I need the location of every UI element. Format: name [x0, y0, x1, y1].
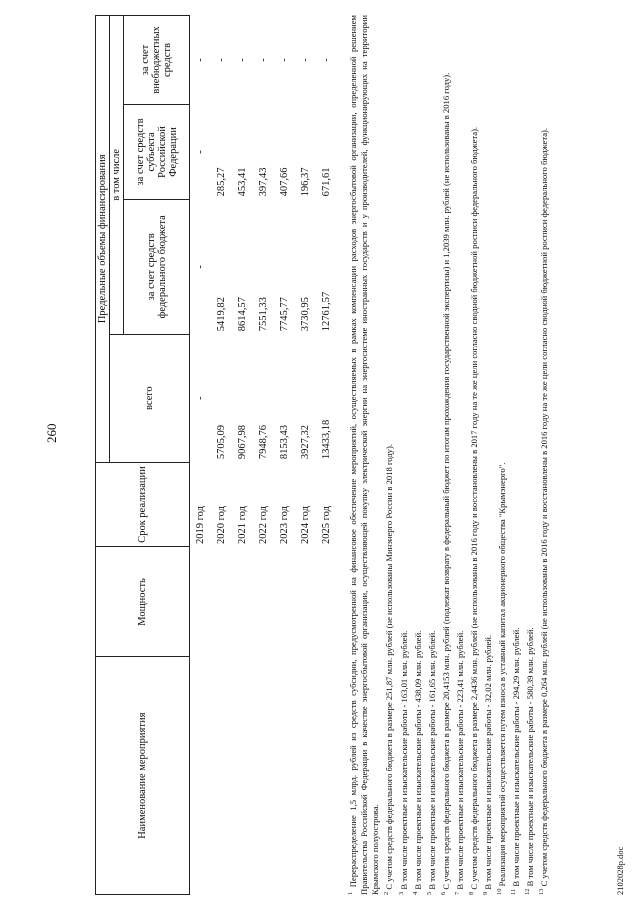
extra-cell: -	[279, 58, 290, 62]
table-row	[295, 16, 316, 895]
total-cell: -	[195, 396, 206, 400]
table-row	[232, 16, 253, 895]
extra-cell: -	[195, 58, 206, 62]
federal-cell: 12761,57	[321, 291, 332, 332]
total-cell: 8153,43	[279, 424, 290, 460]
footnote: $^6$ С учетом средств федерального бюджета в размере 20,4153 млн. рублей (подлежат возврату в федеральный бюджет по итогам прохождения государственной экспертизы) и 1,2039 млн. рублей (не использованы в 2016 году).	[439, 72, 451, 895]
table-row	[274, 16, 295, 895]
footnote: $^{11}$ В том числе проектные и изыскательские работы - 294,29 млн. рублей.	[510, 627, 521, 895]
footnote: $^9$ В том числе проектные и изыскательские работы - 32,02 млн. рублей.	[481, 634, 493, 895]
year-cell: 2023 год	[279, 506, 290, 544]
total-cell: 9067,98	[237, 424, 248, 460]
extra-cell: -	[258, 58, 269, 62]
table-row	[316, 16, 337, 895]
header-capacity: Мощность	[96, 547, 190, 657]
footnote: $^7$ В том числе проектные и изыскательские работы - 223,41 млн. рублей.	[453, 630, 465, 895]
federal-cell: 5419,82	[216, 297, 227, 332]
footnote: $^2$ С учетом средств федерального бюджета в размере 251,87 млн. рублей (не использованы Минэнерго России в 2018 году).	[383, 444, 395, 895]
year-cell: 2019 год	[195, 506, 206, 544]
subject-cell: 453,41	[237, 167, 248, 197]
total-cell: 3927,32	[300, 424, 311, 460]
subject-cell: 397,43	[258, 167, 269, 197]
extra-cell: -	[300, 58, 311, 62]
federal-cell: 7745,77	[279, 297, 290, 332]
footnote: $^{12}$ В том числе проектные и изыскательские работы - 580,39 млн. рублей.	[524, 627, 535, 895]
federal-cell: -	[195, 265, 206, 269]
extra-cell: -	[321, 58, 332, 62]
subject-cell: 671,61	[321, 167, 332, 197]
federal-cell: 3730,95	[300, 297, 311, 332]
footnote: $^{13}$ С учетом средств федерального бюджета в размере 0,264 млн. рублей (не использованы в 2016 году и восстановлены в 2016 году на те же цели согласно сводной бюджетной росписи федерального бюджета).	[538, 127, 550, 895]
extra-cell: -	[216, 58, 227, 62]
header-name: Наименование мероприятия	[96, 657, 190, 895]
header-term: Срок реализации	[96, 462, 190, 547]
header-subject: за счет средств субъекта Российской Федерации	[124, 105, 190, 200]
subject-cell: 407,66	[279, 167, 290, 197]
footnotes	[345, 15, 550, 895]
extra-cell: -	[237, 58, 248, 62]
subject-cell: 285,27	[216, 167, 227, 197]
rotated-page-content	[95, 15, 635, 895]
table-row	[211, 16, 232, 895]
year-cell: 2020 год	[216, 506, 227, 544]
footnote: $^{10}$ Реализация мероприятий осуществляется путем взноса в уставный капитал акционерного общества "Крымэнерго".	[495, 462, 507, 895]
header-funding-group: Предельные объемы финансирования	[96, 16, 110, 463]
federal-cell: 7551,33	[258, 297, 269, 332]
header-total: всего	[110, 334, 190, 462]
header-extra: за счет внебюджетных средств	[124, 16, 190, 105]
header-federal: за счет средств федерального бюджета	[124, 199, 190, 334]
total-cell: 5705,09	[216, 424, 227, 460]
subject-cell: -	[195, 150, 206, 154]
footnote: $^4$ В том числе проектные и изыскательские работы - 438,09 млн. рублей.	[411, 630, 423, 895]
header-incl: в том числе	[110, 16, 124, 335]
table-row	[253, 16, 274, 895]
year-cell: 2022 год	[258, 506, 269, 544]
footnote: $^5$ В том числе проектные и изыскательские работы - 161,65 млн. рублей.	[425, 630, 437, 895]
total-cell: 13433,18	[321, 419, 332, 460]
year-cell: 2025 год	[321, 506, 332, 544]
year-cell: 2024 год	[300, 506, 311, 544]
page-number: 260	[44, 423, 59, 443]
subject-cell: 196,37	[300, 167, 311, 197]
document-filename: 2102028р.doc	[615, 846, 625, 895]
table-row	[190, 16, 212, 895]
year-cell: 2021 год	[237, 506, 248, 544]
financing-table	[95, 15, 337, 895]
federal-cell: 8614,57	[237, 297, 248, 332]
footnote: $^8$ С учетом средств федерального бюджета в размере 2,4436 млн. рублей (не использованы в 2016 году и восстановлены в 2017 году на те же цели согласно сводной бюджетной росписи федерального бюджета).	[467, 126, 479, 895]
footnote: $^3$ В том числе проектные и изыскательские работы - 163,01 млн. рублей.	[397, 630, 409, 895]
footnote: $^1$ Перераспределение 1,5 млрд. рублей из средств субсидии, предусмотренной на финансовое обеспечение мероприятий, осуществляемых в рамках компенсации расходов энергосбытовой организации, определенной решением Правительства Российской Федерации в качестве энергосбытовой организации, осуществляющей покупку электрической энергии на энергосистеме иностранных государств и у производителей, функционирующих на территории Крымского полуострова.	[347, 15, 381, 895]
total-cell: 7948,76	[258, 424, 269, 460]
